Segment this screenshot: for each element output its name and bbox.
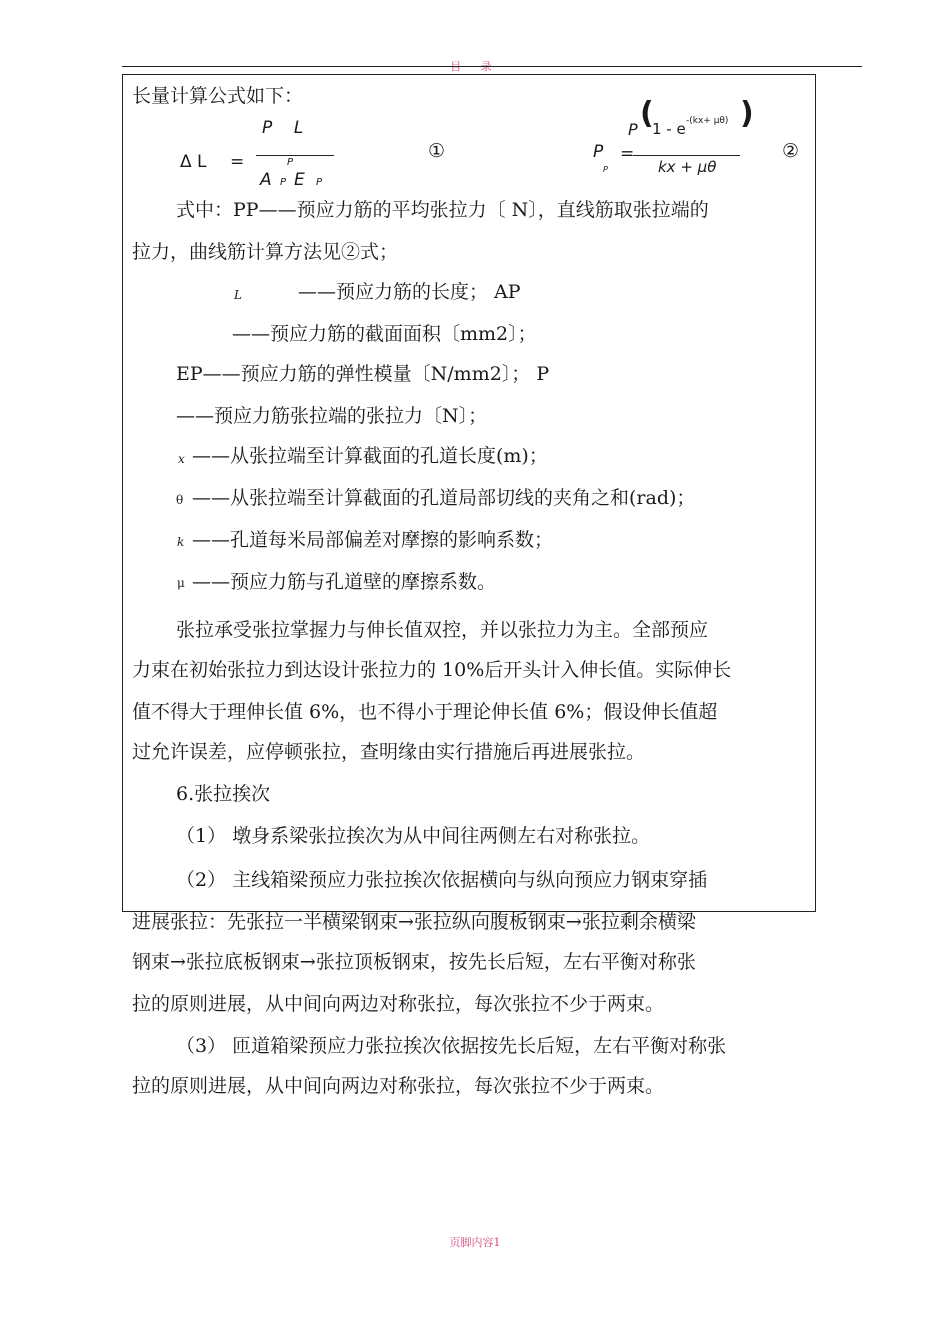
formula-2-equals: = <box>620 144 635 164</box>
text-line-21: （3） 匝道箱梁预应力张拉挨次依据按先长后短，左右平衡对称张 <box>176 1035 727 1057</box>
text-line-3: ——预应力筋的长度； AP <box>298 281 521 303</box>
formula-1-equals: = <box>230 152 245 172</box>
text-line-7: ——从张拉端至计算截面的孔道长度(m)； <box>192 445 548 467</box>
text-line-13: 值不得大于理伸长值 6%，也不得小于理论伸长值 6%；假设伸长值超 <box>132 701 718 723</box>
header-rule <box>122 66 862 67</box>
formula-2-num-body: 1 - e <box>652 120 686 138</box>
formula-1-marker: ① <box>428 140 446 162</box>
formula-1-den-e: E <box>294 170 305 190</box>
text-line-18: 进展张拉：先张拉一半横梁钢束→张拉纵向腹板钢束→张拉剩余横梁 <box>132 911 696 933</box>
text-line-11: 张拉承受张拉掌握力与伸长值双控，并以张拉力为主。全部预应 <box>176 619 709 641</box>
text-line-12: 力束在初始张拉力到达设计张拉力的 10%后开头计入伸长值。实际伸长 <box>132 659 732 681</box>
formula-1-numerator: P L <box>262 118 304 138</box>
text-line-2: 拉力，曲线筋计算方法见②式； <box>132 241 399 263</box>
text-line-22: 拉的原则进展，从中间向两边对称张拉，每次张拉不少于两束。 <box>132 1075 665 1097</box>
intro-line: 长量计算公式如下： <box>132 85 304 107</box>
page-header: 目 录 <box>450 60 500 73</box>
formula-2-paren-open: ( <box>640 96 654 131</box>
symbol-x: x <box>178 452 185 466</box>
text-line-14: 过允许误差，应停顿张拉，查明缘由实行措施后再进展张拉。 <box>132 741 646 763</box>
text-line-8: ——从张拉端至计算截面的孔道局部切线的夹角之和(rad)； <box>192 487 696 509</box>
section-heading: 6.张拉挨次 <box>176 783 271 805</box>
text-line-19: 钢束→张拉底板钢束→张拉顶板钢束，按先长后短，左右平衡对称张 <box>132 951 696 973</box>
text-line-4: ——预应力筋的截面面积〔mm2〕； <box>232 323 537 345</box>
symbol-k: k <box>177 535 185 549</box>
formula-1-delta: Δ L <box>180 152 207 172</box>
formula-1-den-sub-p2: P <box>316 177 323 188</box>
page-footer: 页脚内容1 <box>449 1236 501 1249</box>
symbol-theta: θ <box>176 493 184 507</box>
formula-2-marker: ② <box>782 140 800 162</box>
text-line-9: ——孔道每米局部偏差对摩擦的影响系数； <box>192 529 554 551</box>
formula-2-paren-close: ) <box>740 96 754 131</box>
formula-2-fraction-bar <box>633 155 740 156</box>
text-line-16: （1） 墩身系梁张拉挨次为从中间往两侧左右对称张拉。 <box>176 825 651 847</box>
formula-1-sub-p: P <box>287 157 294 168</box>
text-line-6: ——预应力筋张拉端的张拉力〔N〕； <box>176 405 488 427</box>
symbol-l: L <box>234 288 242 302</box>
text-line-17: （2） 主线箱梁预应力张拉挨次依据横向与纵向预应力钢束穿插 <box>176 869 708 891</box>
formula-1-den-sub-p: P <box>280 177 287 188</box>
formula-2-lhs: P <box>593 142 604 162</box>
formula-2-lhs-sub: P <box>603 165 608 174</box>
text-line-10: ——预应力筋与孔道壁的摩擦系数。 <box>192 571 497 593</box>
formula-2-num-exponent: -(kx+ μθ) <box>686 116 729 126</box>
symbol-mu: μ <box>177 576 185 590</box>
text-line-20: 拉的原则进展，从中间向两边对称张拉，每次张拉不少于两束。 <box>132 993 665 1015</box>
formula-2-denominator: kx + μθ <box>658 158 717 176</box>
text-line-1: 式中：PP——预应力筋的平均张拉力〔 N〕，直线筋取张拉端的 <box>176 199 709 221</box>
text-line-5: EP——预应力筋的弹性模量〔N/mm2〕； P <box>176 363 550 385</box>
formula-2-num-p: P <box>628 120 638 139</box>
formula-1-den-a: A <box>260 170 272 190</box>
formula-1-fraction-bar <box>256 155 334 156</box>
